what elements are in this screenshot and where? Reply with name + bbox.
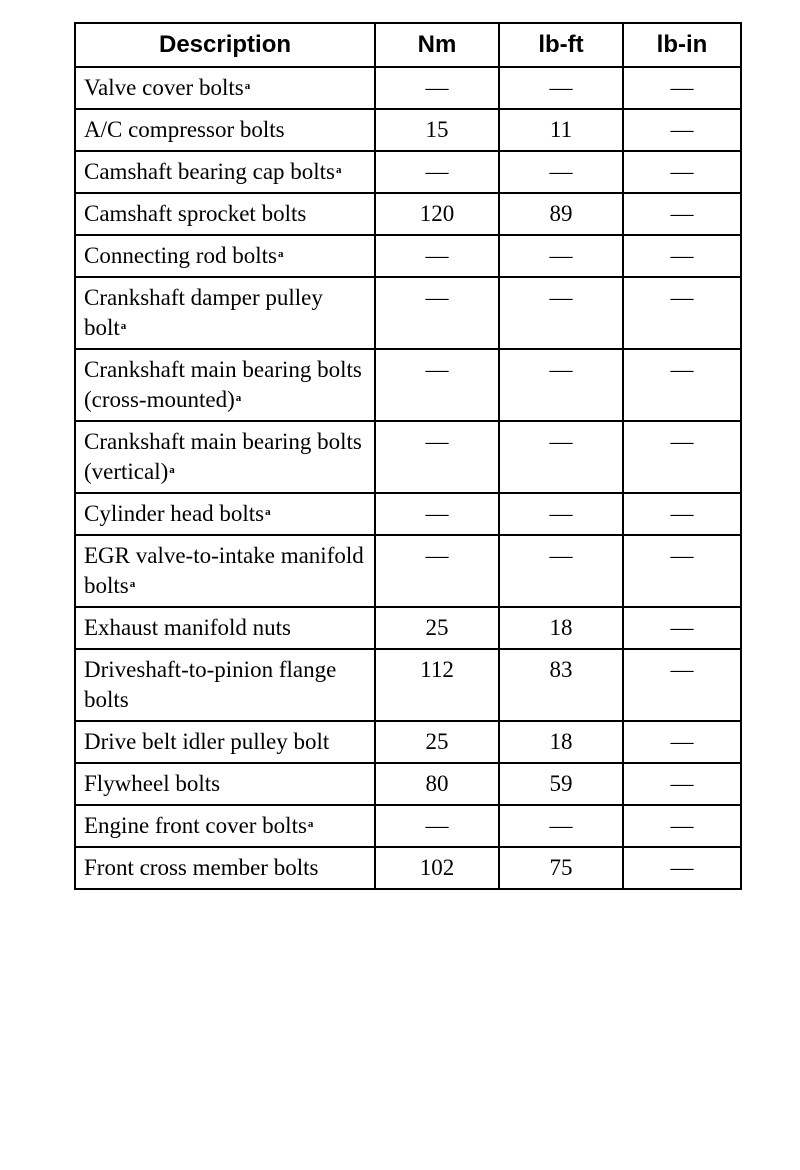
table-body (75, 67, 741, 889)
lb-in-cell: — (623, 193, 741, 235)
description-cell (75, 67, 375, 109)
description-text: Connecting rod bolts (84, 243, 277, 268)
nm-cell: 120 (375, 193, 499, 235)
description-cell (75, 109, 375, 151)
table-row (75, 535, 741, 607)
description-text: EGR valve-to-intake manifold bolts (84, 543, 364, 598)
table-row (75, 649, 741, 721)
description-cell (75, 721, 375, 763)
footnote-marker: a (336, 164, 342, 176)
nm-cell: — (375, 151, 499, 193)
description-text: Flywheel bolts (84, 771, 221, 796)
nm-cell: 80 (375, 763, 499, 805)
description-cell (75, 805, 375, 847)
nm-cell: — (375, 67, 499, 109)
description-cell (75, 763, 375, 805)
description-cell (75, 535, 375, 607)
header-lb-ft: lb-ft (499, 23, 623, 67)
lb-ft-cell: — (499, 493, 623, 535)
nm-cell: 112 (375, 649, 499, 721)
lb-ft-cell: — (499, 421, 623, 493)
lb-ft-cell: 75 (499, 847, 623, 889)
table-row (75, 193, 741, 235)
footnote-marker: a (169, 464, 175, 476)
nm-cell: 15 (375, 109, 499, 151)
lb-ft-cell: — (499, 535, 623, 607)
nm-cell: 25 (375, 607, 499, 649)
lb-in-cell: — (623, 67, 741, 109)
description-text: Crankshaft main bearing bolts (cross-mounted) (84, 357, 362, 412)
description-cell (75, 151, 375, 193)
lb-ft-cell: — (499, 151, 623, 193)
description-text: Cylinder head bolts (84, 501, 265, 526)
description-cell (75, 193, 375, 235)
description-text: Crankshaft damper pulley bolt (84, 285, 323, 340)
table-row (75, 349, 741, 421)
header-lb-in: lb-in (623, 23, 741, 67)
description-cell (75, 493, 375, 535)
lb-in-cell: — (623, 421, 741, 493)
description-text: Drive belt idler pulley bolt (84, 729, 330, 754)
table-row (75, 235, 741, 277)
lb-in-cell: — (623, 151, 741, 193)
table-row (75, 763, 741, 805)
table-row (75, 109, 741, 151)
description-cell (75, 649, 375, 721)
table-row (75, 721, 741, 763)
lb-ft-cell: 18 (499, 721, 623, 763)
description-cell (75, 607, 375, 649)
torque-spec-table (74, 22, 742, 890)
table-row (75, 847, 741, 889)
description-cell (75, 277, 375, 349)
nm-cell: — (375, 235, 499, 277)
lb-in-cell: — (623, 277, 741, 349)
nm-cell: — (375, 493, 499, 535)
nm-cell: — (375, 421, 499, 493)
lb-ft-cell: 89 (499, 193, 623, 235)
lb-in-cell: — (623, 763, 741, 805)
lb-ft-cell: — (499, 235, 623, 277)
lb-in-cell: — (623, 721, 741, 763)
lb-in-cell: — (623, 607, 741, 649)
table-row (75, 151, 741, 193)
lb-in-cell: — (623, 349, 741, 421)
description-cell (75, 847, 375, 889)
description-text: Valve cover bolts (84, 75, 244, 100)
description-cell (75, 349, 375, 421)
footnote-marker: a (277, 248, 284, 260)
lb-ft-cell: 18 (499, 607, 623, 649)
nm-cell: — (375, 277, 499, 349)
description-cell (75, 235, 375, 277)
nm-cell: 102 (375, 847, 499, 889)
footnote-marker: a (307, 818, 314, 830)
nm-cell: — (375, 805, 499, 847)
description-text: Exhaust manifold nuts (84, 615, 291, 640)
footnote-marker: a (265, 506, 271, 518)
lb-ft-cell: — (499, 349, 623, 421)
lb-in-cell: — (623, 493, 741, 535)
lb-in-cell: — (623, 109, 741, 151)
footnote-marker: a (244, 80, 251, 92)
nm-cell: 25 (375, 721, 499, 763)
table-row (75, 805, 741, 847)
lb-ft-cell: — (499, 805, 623, 847)
description-text: A/C compressor bolts (84, 117, 285, 142)
table-row (75, 607, 741, 649)
lb-in-cell: — (623, 535, 741, 607)
footnote-marker: a (129, 578, 136, 590)
description-text: Front cross member bolts (84, 855, 319, 880)
description-cell (75, 421, 375, 493)
header-description: Description (75, 23, 375, 67)
description-text: Camshaft sprocket bolts (84, 201, 307, 226)
footnote-marker: a (120, 320, 127, 332)
lb-in-cell: — (623, 847, 741, 889)
lb-ft-cell: — (499, 277, 623, 349)
lb-ft-cell: 59 (499, 763, 623, 805)
description-text: Engine front cover bolts (84, 813, 307, 838)
lb-ft-cell: 11 (499, 109, 623, 151)
description-text: Camshaft bearing cap bolts (84, 159, 336, 184)
footnote-marker: a (235, 392, 242, 404)
table-row (75, 421, 741, 493)
lb-in-cell: — (623, 235, 741, 277)
description-text: Driveshaft-to-pinion flange bolts (84, 657, 337, 712)
nm-cell: — (375, 535, 499, 607)
nm-cell: — (375, 349, 499, 421)
table-row (75, 67, 741, 109)
description-text: Crankshaft main bearing bolts (vertical) (84, 429, 362, 484)
lb-in-cell: — (623, 649, 741, 721)
header-nm: Nm (375, 23, 499, 67)
table-row (75, 277, 741, 349)
table-row (75, 493, 741, 535)
lb-in-cell: — (623, 805, 741, 847)
lb-ft-cell: 83 (499, 649, 623, 721)
header-row (75, 23, 741, 67)
lb-ft-cell: — (499, 67, 623, 109)
